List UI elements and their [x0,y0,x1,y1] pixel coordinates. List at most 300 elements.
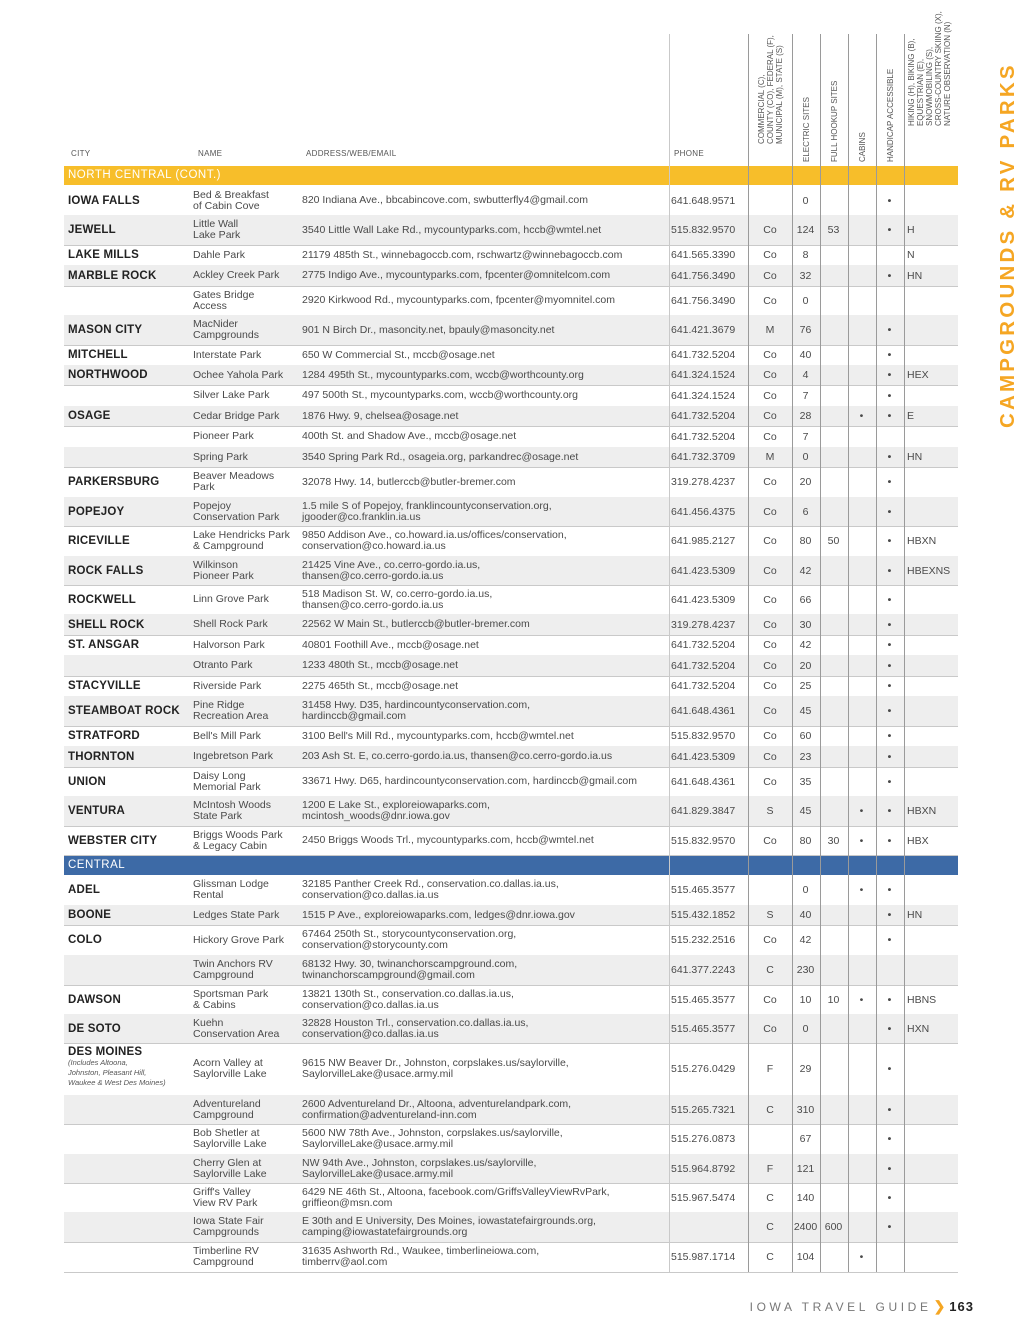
park-phone: 641.732.5204 [671,680,736,692]
park-address-line: 32185 Panther Creek Rd., conservation.co.dallas.ia.us, [302,878,559,890]
full-hookup-sites [820,1124,847,1154]
handicap-mark [876,245,903,265]
park-name-line: & Legacy Cabin [193,839,268,852]
column-divider [876,34,877,1272]
park-address-line: griffieon@msn.com [302,1196,393,1209]
park-type: C [766,1191,774,1204]
full-hookup-sites [820,585,847,614]
park-type: Co [763,730,777,742]
city-cell [68,315,192,345]
table-row [64,655,958,676]
park-address [302,696,670,726]
table-row [64,426,958,447]
park-address-line: 901 N Birch Dr., masoncity.net, bpauly@masoncity.net [302,323,555,336]
city-cell [68,556,192,585]
city-name: STRATFORD [68,730,140,742]
activities-codes: HXN [907,1022,930,1035]
full-hookup-sites [820,655,847,676]
full-hookup-sites [820,696,847,726]
park-name-line: & Campground [193,540,264,552]
park-address-line: 820 Indiana Ave., bbcabincove.com, swbutterfly4@gmail.com [302,194,588,206]
cabins-mark [848,676,875,696]
park-phone: 641.732.5204 [671,349,736,361]
full-hookup-sites [820,426,847,447]
cabins-mark [848,905,875,925]
park-address-line: conservation@co.dallas.ia.us [302,1027,439,1040]
park-phone: 515.832.9570 [671,730,736,742]
activities-codes: E [907,410,915,422]
park-type: Co [763,705,777,717]
full-hookup-sites [820,676,847,696]
park-name-line: McIntosh Woods [193,799,272,811]
park-phone: 515.276.0429 [671,1063,736,1075]
park-name-line: Adventureland [193,1097,261,1110]
cabins-mark [848,635,875,655]
handicap-mark: • [887,451,892,463]
electric-sites: 45 [799,805,812,817]
park-name [193,426,299,447]
cabins-mark: • [859,834,864,847]
park-name-line: Iowa State Fair [193,1215,264,1227]
activities-codes [907,696,957,726]
park-type: Co [763,294,777,307]
city-name: LAKE MILLS [68,249,139,261]
park-phone: 641.732.3709 [671,451,736,463]
park-address [302,985,670,1014]
handicap-mark: • [887,224,892,236]
electric-sites: 40 [799,909,812,921]
city-cell [68,265,192,286]
header-address: ADDRESS/WEB/EMAIL [306,149,397,158]
park-name [193,796,299,826]
table-row [64,315,958,345]
full-hookup-sites [820,265,847,286]
full-hookup-sites [820,497,847,526]
electric-sites: 20 [799,659,812,672]
table-row [64,696,958,726]
activities-codes [907,1212,957,1242]
park-address [302,1183,670,1212]
cabins-mark [848,925,875,955]
cabins-mark [848,955,875,985]
electric-sites: 30 [799,618,812,631]
full-hookup-sites [820,1183,847,1212]
activities-codes [907,635,957,655]
cabins-mark [848,696,875,726]
park-name-line: Campground [193,1108,254,1121]
park-type: Co [763,505,777,518]
activities-codes: N [907,249,915,261]
handicap-mark: • [887,389,892,402]
city-cell [68,614,192,635]
cabins-mark [848,215,875,245]
section-header: CENTRAL [64,856,958,875]
city-cell [68,1154,192,1183]
park-name-line: Daisy Long [193,769,246,782]
electric-sites: 8 [802,249,809,261]
city-cell [68,365,192,385]
full-hookup-sites [820,726,847,746]
table-row [64,447,958,467]
city-cell [68,875,192,905]
city-cell [68,245,192,265]
park-address-line: 40801 Foothill Ave., mccb@osage.net [302,638,479,651]
electric-sites: 80 [799,535,812,547]
city-cell [68,767,192,796]
table-row [64,345,958,365]
handicap-mark: • [887,993,892,1006]
table-row [64,385,958,406]
park-address-line: 32828 Houston Trl., conservation.co.dallas.ia.us, [302,1016,529,1029]
park-name-line: Ochee Yahola Park [193,368,284,381]
park-name [193,925,299,955]
park-address-line: 9615 NW Beaver Dr., Johnston, corpslakes.us/saylorville, [302,1057,569,1069]
electric-sites: 42 [799,934,812,946]
column-divider [904,34,905,1272]
park-address-line: 650 W Commercial St., mccb@osage.net [302,348,495,361]
activities-codes [907,426,957,447]
park-phone: 515.964.8792 [671,1162,736,1175]
electric-sites: 4 [802,369,809,381]
park-type: Co [763,369,777,381]
park-address-line: 22562 W Main St., butlerccb@butler-bremer.com [302,618,530,630]
park-name [193,1212,299,1242]
park-type: Co [763,535,777,547]
park-name-line: Little Wall [193,218,239,230]
park-name-line: Glissman Lodge [193,878,269,890]
city-cell [68,905,192,925]
city-cell [68,1124,192,1154]
city-cell [68,1242,192,1272]
park-type: S [766,909,774,921]
header-handicap-text: HANDICAP ACCESSIBLE [886,68,895,162]
park-type: Co [763,659,777,672]
park-name-line: Conservation Area [193,1027,280,1040]
header-activities-line: SNOWMOBILING (S), [925,46,934,126]
handicap-mark: • [887,1103,892,1116]
park-address-line: 2600 Adventureland Dr., Altoona, adventurelandpark.com, [302,1097,572,1110]
city-name: COLO [68,934,103,946]
handicap-mark [876,426,903,447]
city-cell [68,497,192,526]
electric-sites: 0 [802,1022,809,1035]
table-row [64,526,958,556]
park-name-line: Popejoy [193,499,231,512]
table-row [64,925,958,955]
header-electric-text: ELECTRIC SITES [802,97,811,162]
full-hookup-sites [820,345,847,365]
table-row [64,286,958,315]
park-name-line: Campgrounds [193,1226,259,1238]
city-name: ST. ANSGAR [68,639,140,651]
park-name [193,826,299,855]
footer-guide-name: IOWA TRAVEL GUIDE [749,1299,932,1314]
park-address [302,796,670,826]
park-type: Co [763,934,777,946]
city-cell [68,186,192,215]
activities-codes: HBX [907,834,929,847]
header-activities-line: HIKING (H), BIKING (B), [907,38,916,126]
cabins-mark [848,447,875,467]
header-activities-line: CROSS-COUNTRY SKIING (X), [934,11,943,126]
city-name: UNION [68,775,107,788]
handicap-mark: • [887,369,892,381]
park-name [193,556,299,585]
park-name [193,215,299,245]
park-name-line: Ackley Creek Park [193,269,280,281]
park-address-line: confirmation@adventureland-inn.com [302,1108,477,1121]
park-type: Co [763,593,777,606]
park-address-line: conservation@co.howard.ia.us [302,540,446,552]
table-row [64,1043,958,1095]
park-phone: 641.324.1524 [671,369,736,381]
full-hookup-sites [820,447,847,467]
city-note: Waukee & West Des Moines) [68,1078,166,1087]
park-address-line: 31458 Hwy. D35, hardincountyconservation.com, [302,699,531,711]
park-address [302,1014,670,1043]
park-name [193,245,299,265]
handicap-mark: • [887,1221,892,1233]
cabins-mark [848,245,875,265]
handicap-mark: • [887,805,892,817]
park-type: S [766,805,774,817]
park-type: Co [763,564,777,577]
park-address-line: E 30th and E University, Des Moines, iowastatefairgrounds.org, [302,1215,596,1227]
park-address [302,955,670,985]
park-name [193,526,299,556]
city-name: SHELL ROCK [68,618,145,631]
full-hookup-sites [820,614,847,635]
header-type-line: COMMERCIAL (C), [757,74,766,144]
handicap-mark: • [887,834,892,847]
park-name-line: Cedar Bridge Park [193,409,280,422]
city-name: BOONE [68,909,112,921]
electric-sites: 7 [802,389,809,402]
city-name: IOWA FALLS [68,194,140,207]
full-hookup-sites [820,1242,847,1272]
handicap-mark: • [887,639,892,651]
city-cell [68,215,192,245]
park-type: Co [763,410,777,422]
electric-sites: 35 [799,775,812,788]
table-row [64,1014,958,1043]
electric-sites: 140 [796,1191,815,1204]
park-name-line: Lake Park [193,229,241,241]
park-name-line: Memorial Park [193,780,261,793]
park-address [302,245,670,265]
park-phone: 641.423.5309 [671,593,736,606]
table-row [64,1183,958,1212]
handicap-mark: • [887,618,892,631]
activities-codes [907,467,957,497]
park-address-line: mcintosh_woods@dnr.iowa.gov [302,810,450,822]
table-row [64,955,958,985]
park-name-line: Ledges State Park [193,908,280,921]
park-name [193,345,299,365]
park-type: Co [763,476,777,488]
city-name: RICEVILLE [68,535,130,547]
park-phone: 515.276.0873 [671,1133,736,1145]
park-name [193,635,299,655]
park-address-line: 5600 NW 78th Ave., Johnston, corpslakes.us/saylorville, [302,1127,563,1139]
park-name [193,286,299,315]
activities-codes [907,925,957,955]
handicap-mark: • [887,1162,892,1175]
park-address-line: 31635 Ashworth Rd., Waukee, timberlineiowa.com, [302,1245,540,1257]
city-cell [68,1095,192,1124]
full-hookup-sites [820,1014,847,1043]
park-name [193,1154,299,1183]
park-phone: 319.278.4237 [671,618,736,631]
city-cell [68,1014,192,1043]
park-name-line: Otranto Park [193,659,253,671]
cabins-mark: • [859,1251,864,1263]
handicap-mark: • [887,730,892,742]
park-name-line: Recreation Area [193,710,269,722]
park-address [302,1043,670,1095]
table-row [64,1154,958,1183]
park-name-line: Saylorville Lake [193,1167,267,1180]
table-row [64,1242,958,1272]
park-name-line: of Cabin Cove [193,199,260,212]
chevron-right-icon: ❯ [933,1298,946,1314]
table-row [64,635,958,655]
table-row [64,215,958,245]
park-address-line: 1200 E Lake St., exploreiowaparks.com, [302,799,490,811]
table-row [64,985,958,1014]
park-address-line: 68132 Hwy. 30, twinanchorscampground.com, [302,958,518,970]
full-hookup-sites [820,905,847,925]
park-address-line: 1.5 mile S of Popejoy, franklincountyconservation.org, [302,499,552,512]
activities-codes [907,767,957,796]
park-type [749,1124,791,1154]
electric-sites: 0 [802,884,809,896]
park-phone: 515.967.5474 [671,1191,736,1204]
activities-codes: HN [907,909,923,921]
full-hookup-sites: 30 [827,834,840,847]
electric-sites: 0 [802,451,809,463]
city-note: (Includes Altoona, [68,1058,128,1067]
full-hookup-sites [820,767,847,796]
table-row [64,497,958,526]
header-activities-line: EQUESTRIAN (E), [916,58,925,126]
city-cell [68,1183,192,1212]
park-address [302,526,670,556]
park-address-line: conservation@co.dallas.ia.us [302,889,439,901]
cabins-mark [848,315,875,345]
electric-sites: 104 [796,1251,815,1263]
park-type [749,875,791,905]
electric-sites: 230 [796,964,815,976]
city-cell [68,746,192,767]
full-hookup-sites [820,796,847,826]
park-type: C [766,1221,774,1233]
section-header: NORTH CENTRAL (CONT.) [64,166,958,185]
park-address [302,406,670,426]
cabins-mark [848,497,875,526]
park-address [302,1242,670,1272]
table-row [64,556,958,585]
table-row [64,767,958,796]
cabins-mark [848,186,875,215]
activities-codes [907,875,957,905]
electric-sites: 45 [799,705,812,717]
park-address-line: conservation@co.dallas.ia.us [302,998,439,1011]
park-address-line: 2775 Indigo Ave., mycountyparks.com, fpcenter@omnitelcom.com [302,269,611,281]
park-name-line: Saylorville Lake [193,1068,267,1080]
park-name [193,614,299,635]
park-phone: 515.465.3577 [671,884,736,896]
electric-sites: 80 [799,834,812,847]
park-name [193,1242,299,1272]
park-address [302,315,670,345]
park-address [302,875,670,905]
park-address-line: 2275 465th St., mccb@osage.net [302,679,459,692]
park-address [302,726,670,746]
handicap-mark: • [887,909,892,921]
handicap-mark: • [887,705,892,717]
park-phone: 641.985.2127 [671,535,736,547]
park-phone: 641.421.3679 [671,324,736,336]
full-hookup-sites [820,746,847,767]
park-name-line: Linn Grove Park [193,593,269,605]
park-name-line: Lake Hendricks Park [193,529,290,541]
park-type: Co [763,389,777,402]
header-type-line: MUNICIPAL (M), STATE (S) [775,45,784,144]
table-row [64,875,958,905]
cabins-mark [848,1014,875,1043]
park-name [193,1014,299,1043]
park-name-line: Beaver Meadows [193,470,275,482]
park-address [302,767,670,796]
activities-codes [907,955,957,985]
park-type: C [766,1103,774,1116]
park-address [302,905,670,925]
city-name: JEWELL [68,224,116,236]
header-phone: PHONE [674,149,704,158]
full-hookup-sites [820,365,847,385]
park-name [193,985,299,1014]
park-name-line: Campgrounds [193,329,259,341]
park-name-line: Hickory Grove Park [193,933,285,946]
cabins-mark [848,1154,875,1183]
header-type-line: COUNTY (CO), FEDERAL (F), [766,35,775,144]
cabins-mark [848,286,875,315]
electric-sites: 67 [799,1133,812,1145]
park-name-line: Sportsman Park [193,987,269,1000]
park-phone: 515.465.3577 [671,1022,736,1035]
table-row [64,1124,958,1154]
full-hookup-sites: 53 [827,224,840,236]
city-name: MARBLE ROCK [68,269,157,282]
city-cell [68,585,192,614]
city-cell [68,826,192,855]
park-address-line: 518 Madison St. W, co.cerro-gordo.ia.us, [302,587,493,600]
electric-sites: 20 [799,476,812,488]
cabins-mark [848,467,875,497]
park-type: F [766,1162,774,1175]
full-hookup-sites [820,406,847,426]
city-cell [68,447,192,467]
park-name-line: View RV Park [193,1196,258,1209]
park-name [193,1124,299,1154]
park-name-line: Conservation Park [193,510,280,523]
park-phone: 515.987.1714 [671,1251,736,1263]
park-address [302,265,670,286]
city-cell [68,286,192,315]
page-number: 163 [949,1299,974,1314]
park-name-line: Ingebretson Park [193,750,273,762]
